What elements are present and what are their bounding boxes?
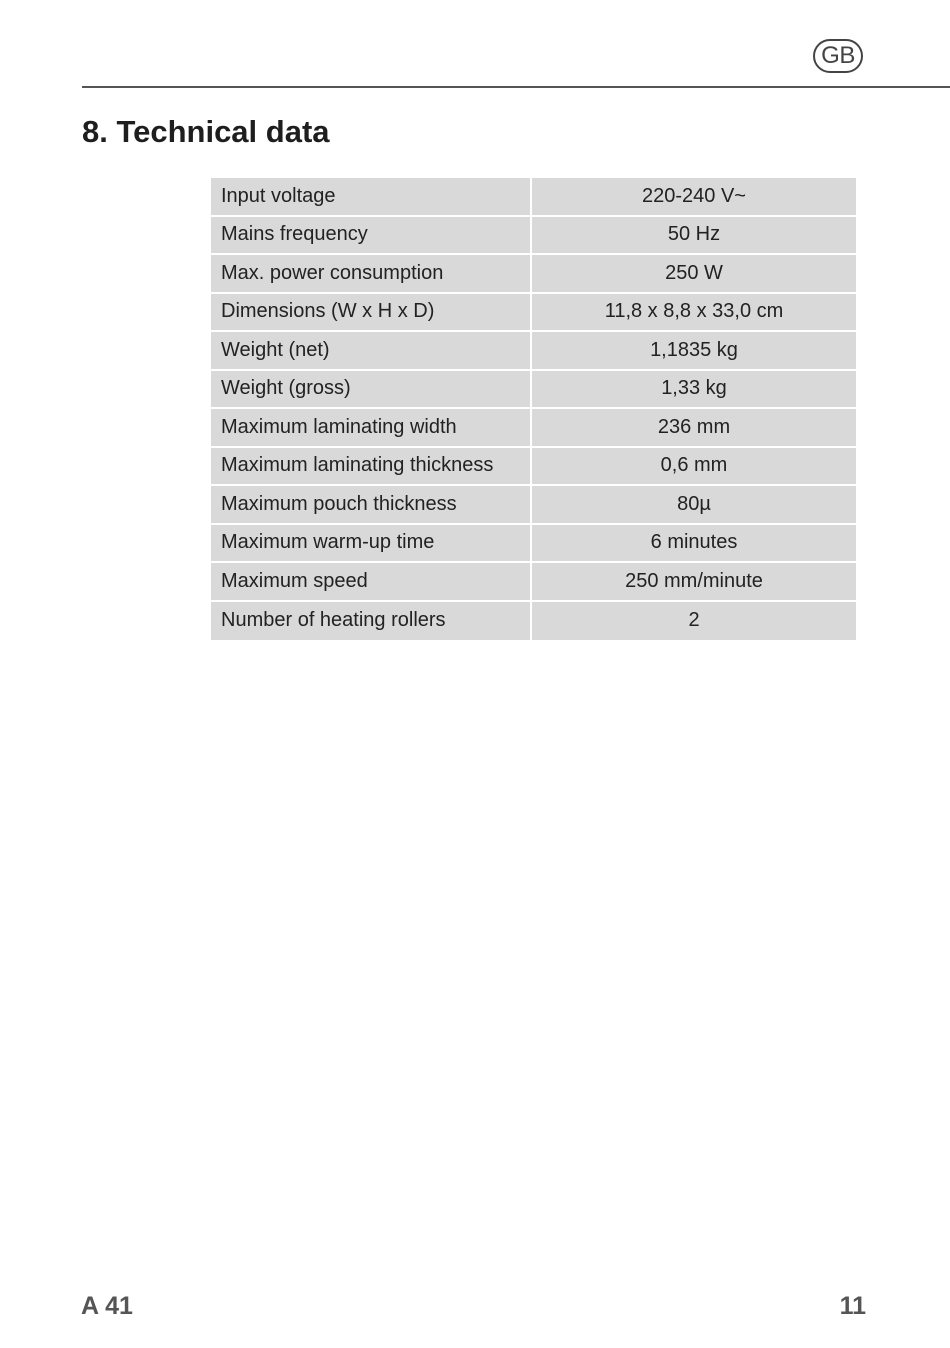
spec-value: 80µ	[532, 486, 856, 525]
spec-label: Weight (net)	[211, 332, 532, 371]
spec-value: 1,33 kg	[532, 371, 856, 410]
spec-label: Max. power consumption	[211, 255, 532, 294]
spec-value: 6 minutes	[532, 525, 856, 564]
spec-value: 250 W	[532, 255, 856, 294]
header-divider	[82, 86, 950, 88]
spec-label: Maximum warm-up time	[211, 525, 532, 564]
spec-label: Number of heating rollers	[211, 602, 532, 641]
page-title: 8. Technical data	[82, 114, 330, 149]
spec-value: 220-240 V~	[532, 178, 856, 217]
spec-label: Maximum speed	[211, 563, 532, 602]
language-badge: GB	[813, 39, 863, 73]
spec-label: Input voltage	[211, 178, 532, 217]
spec-label: Weight (gross)	[211, 371, 532, 410]
spec-label: Dimensions (W x H x D)	[211, 294, 532, 333]
footer-model-name: A 41	[81, 1292, 133, 1320]
spec-label: Maximum laminating thickness	[211, 448, 532, 487]
table-row	[211, 294, 856, 333]
table-row	[211, 525, 856, 564]
table-row	[211, 217, 856, 256]
table-row	[211, 409, 856, 448]
technical-data-table	[211, 178, 856, 640]
footer-page-number: 11	[839, 1292, 866, 1320]
table-row	[211, 563, 856, 602]
spec-value: 250 mm/minute	[532, 563, 856, 602]
table-row	[211, 371, 856, 410]
spec-value: 236 mm	[532, 409, 856, 448]
spec-value: 11,8 x 8,8 x 33,0 cm	[532, 294, 856, 333]
table-row	[211, 332, 856, 371]
spec-value: 2	[532, 602, 856, 641]
table-row	[211, 448, 856, 487]
table-row	[211, 486, 856, 525]
table-row	[211, 255, 856, 294]
spec-value: 0,6 mm	[532, 448, 856, 487]
spec-label: Mains frequency	[211, 217, 532, 256]
table-row	[211, 178, 856, 217]
spec-value: 50 Hz	[532, 217, 856, 256]
spec-label: Maximum pouch thickness	[211, 486, 532, 525]
spec-label: Maximum laminating width	[211, 409, 532, 448]
table-row	[211, 602, 856, 641]
spec-value: 1,1835 kg	[532, 332, 856, 371]
